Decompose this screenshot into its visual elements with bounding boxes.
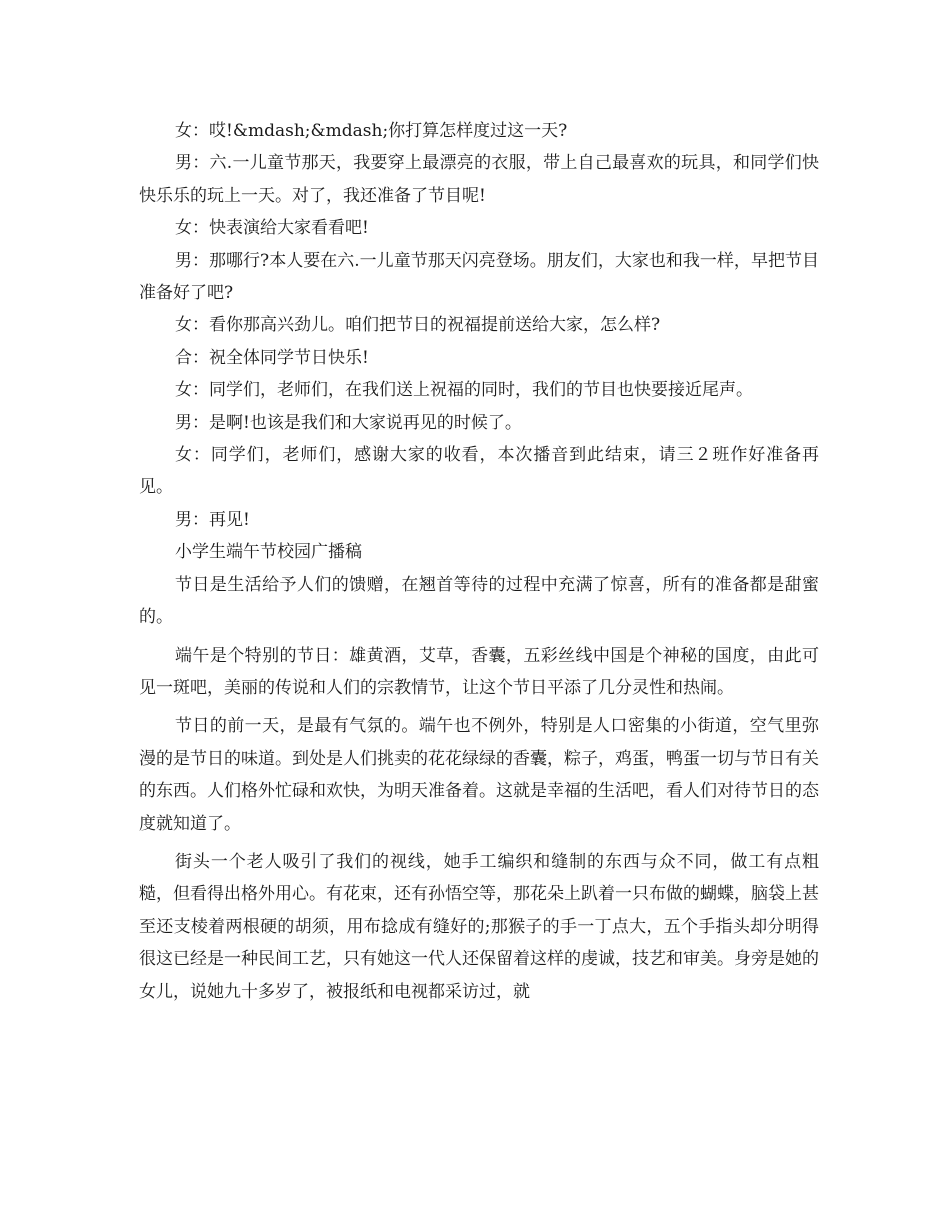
dialogue-line: 男：再见! xyxy=(175,509,250,530)
dialogue-line: 女：哎!&mdash;&mdash;你打算怎样度过这一天? xyxy=(175,121,568,141)
document-body xyxy=(139,115,819,1008)
dialogue-line: 女：同学们，老师们，感谢大家的收看，本次播音到此结束，请三２班作好准备再见。 xyxy=(139,445,819,498)
body-paragraph: 节日的前一天，是最有气氛的。端午也不例外，特别是人口密集的小街道，空气里弥漫的是节日的味道。到处是人们挑卖的花花绿绿的香囊，粽子，鸡蛋，鸭蛋一切与节日有关的东西。人们格外忙碌和欢快，为明天准备着。这就是幸福的生活吧，看人们对待节日的态度就知道了。 xyxy=(139,716,819,834)
body-paragraph: 端午是个特别的节日：雄黄酒，艾草，香囊，五彩丝线中国是个神秘的国度，由此可见一斑吧，美丽的传说和人们的宗教情节，让这个节日平添了几分灵性和热闹。 xyxy=(139,645,819,698)
dialogue-line: 男：六.一儿童节那天，我要穿上最漂亮的衣服，带上自己最喜欢的玩具，和同学们快快乐乐的玩上一天。对了，我还准备了节目呢! xyxy=(139,153,819,206)
dialogue-line: 男：是啊!也该是我们和大家说再见的时候了。 xyxy=(175,412,522,433)
section-title: 小学生端午节校园广播稿 xyxy=(175,542,362,563)
dialogue-line: 男：那哪行?本人要在六.一儿童节那天闪亮登场。朋友们，大家也和我一样，早把节目准备好了吧? xyxy=(139,250,819,304)
dialogue-line: 合：祝全体同学节日快乐! xyxy=(175,347,369,368)
dialogue-line: 女：同学们，老师们，在我们送上祝福的同时，我们的节目也快要接近尾声。 xyxy=(175,380,753,401)
dialogue-line: 女：看你那高兴劲儿。咱们把节日的祝福提前送给大家，怎么样? xyxy=(175,315,661,336)
dialogue-line: 女：快表演给大家看看吧! xyxy=(175,218,369,239)
body-paragraph: 节日是生活给予人们的馈赠，在翘首等待的过程中充满了惊喜，所有的准备都是甜蜜的。 xyxy=(139,574,819,628)
body-paragraph: 街头一个老人吸引了我们的视线，她手工编织和缝制的东西与众不同，做工有点粗糙，但看得出格外用心。有花束，还有孙悟空等，那花朵上趴着一只布做的蝴蝶，脑袋上甚至还支棱着两根硬的胡须，用布捻成有缝好的;那猴子的手一丁点大，五个手指头却分明得很这已经是一种民间工艺，只有她这一代人还保留着这样的虔诚，技艺和审美。身旁是她的女儿，说她九十多岁了，被报纸和电视都采访过，就 xyxy=(139,851,819,1002)
